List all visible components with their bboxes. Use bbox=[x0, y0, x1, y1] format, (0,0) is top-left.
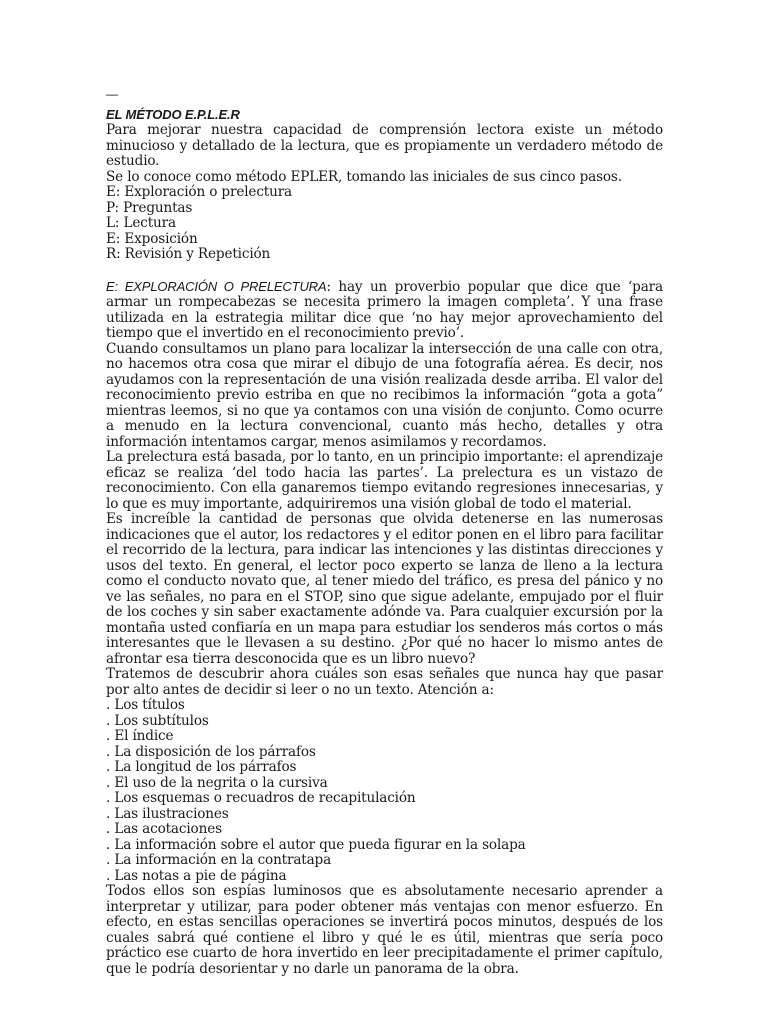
list-item: . El índice bbox=[106, 728, 174, 744]
document-title: EL MÉTODO E.P.L.E.R bbox=[106, 107, 240, 122]
list-item: . Los esquemas o recuadros de recapitulación bbox=[106, 790, 416, 806]
step-item-r: R: Revisión y Repetición bbox=[106, 246, 271, 262]
section-1-text: : hay un proverbio popular que dice que ‘para armar un rompecabezas se necesita primero la imagen completa’. Y una frase utilizada en la estrategia militar dice que ‘no hay mejor aprovechamiento del tiempo que el invertido en el reconocimiento previo’. bbox=[106, 278, 663, 341]
section-1-paragraph bbox=[106, 279, 663, 342]
paragraph-1: Cuando consultamos un plano para localizar la intersección de una calle con otra, no hacemos otra cosa que mirar el dibujo de una fotografía aérea. Es decir, nos ayudamos con la representación de una visión realizada desde arriba. El valor del reconocimiento previo estriba en que no recibimos la información “gota a gota” mientras leemos, si no que ya contamos con una visión de conjunto. Como ocurre a menudo en la lectura convencional, cuanto más hecho, detalles y otra información intentamos cargar, menos asimilamos y recordamos. bbox=[106, 340, 663, 450]
step-item-e: E: Exploración o prelectura bbox=[106, 184, 292, 200]
paragraph-2: La prelectura está basada, por lo tanto, en un principio importante: el aprendizaje eficaz se realiza ‘del todo hacia las partes’. La prelectura es un vistazo de reconocimiento. Con ella ganaremos tiempo evitando regresiones innecesarias, y lo que es muy importante, adquiriremos una visión global de todo el material. bbox=[106, 449, 663, 512]
intro-paragraph: Para mejorar nuestra capacidad de comprensión lectora existe un método minucioso y detallado de la lectura, que es propiamente un verdadero método de estudio. bbox=[106, 122, 663, 169]
steps-list bbox=[106, 185, 663, 263]
top-dash: — bbox=[106, 87, 118, 101]
list-item: . Las acotaciones bbox=[106, 821, 222, 837]
list-item: . Los títulos bbox=[106, 697, 185, 713]
signals-list bbox=[106, 698, 663, 884]
intro-paragraph-2: Se lo conoce como método EPLER, tomando las iniciales de sus cinco pasos. bbox=[106, 168, 622, 185]
list-item: . Las notas a pie de página bbox=[106, 867, 287, 884]
paragraph-3: Es increíble la cantidad de personas que olvida detenerse en las numerosas indicaciones que el autor, los redactores y el editor ponen en el libro para facilitar el recorrido de la lectura, para indicar las intenciones y las distintas direcciones y usos del texto. En general, el lector poco experto se lanza de lleno a la lectura como el conducto novato que, al tener miedo del tráfico, es presa del pánico y no ve las señales, no para en el STOP, sino que sigue adelante, empujado por el fluir de los coches y sin saber exactamente adónde va. Para cualquier excursión por la montaña usted confiaría en un mapa para estudiar los senderos más cortos o más interesantes que le llevasen a su destino. ¿Por qué no hacer lo mismo antes de afrontar esa tierra desconocida que es un libro nuevo? bbox=[106, 511, 663, 667]
step-item-l: L: Lectura bbox=[106, 215, 176, 231]
list-item: . Los subtítulos bbox=[106, 712, 209, 729]
document-page bbox=[106, 84, 663, 977]
paragraph-5: Todos ellos son espías luminosos que es absolutamente necesario aprender a interpretar y utilizar, para poder obtener más ventajas con menor esfuerzo. En efecto, en estas sencillas operaciones se invertirá pocos minutos, después de los cuales sabrá qué contiene el libro y qué le es útil, mientras que sería poco práctico ese cuarto de hora invertido en leer precipitadamente el primer capítulo, que le podría desorientar y no darle un panorama de la obra. bbox=[106, 883, 663, 977]
section-spacer bbox=[106, 263, 663, 279]
list-item: . La longitud de los párrafos bbox=[106, 759, 297, 775]
step-item-p: P: Preguntas bbox=[106, 199, 193, 216]
list-item: . La información sobre el autor que pueda figurar en la solapa bbox=[106, 836, 526, 853]
paragraph-4: Tratemos de descubrir ahora cuáles son esas señales que nunca hay que pasar por alto antes de decidir si leer o no un texto. Atención a: bbox=[106, 666, 663, 698]
step-item-e2: E: Exposición bbox=[106, 230, 198, 247]
section-1-label: E: EXPLORACIÓN O PRELECTURA bbox=[106, 278, 327, 294]
list-item: . La información en la contratapa bbox=[106, 852, 332, 868]
list-item: . El uso de la negrita o la cursiva bbox=[106, 774, 328, 791]
list-item: . Las ilustraciones bbox=[106, 805, 229, 822]
list-item: . La disposición de los párrafos bbox=[106, 743, 316, 760]
